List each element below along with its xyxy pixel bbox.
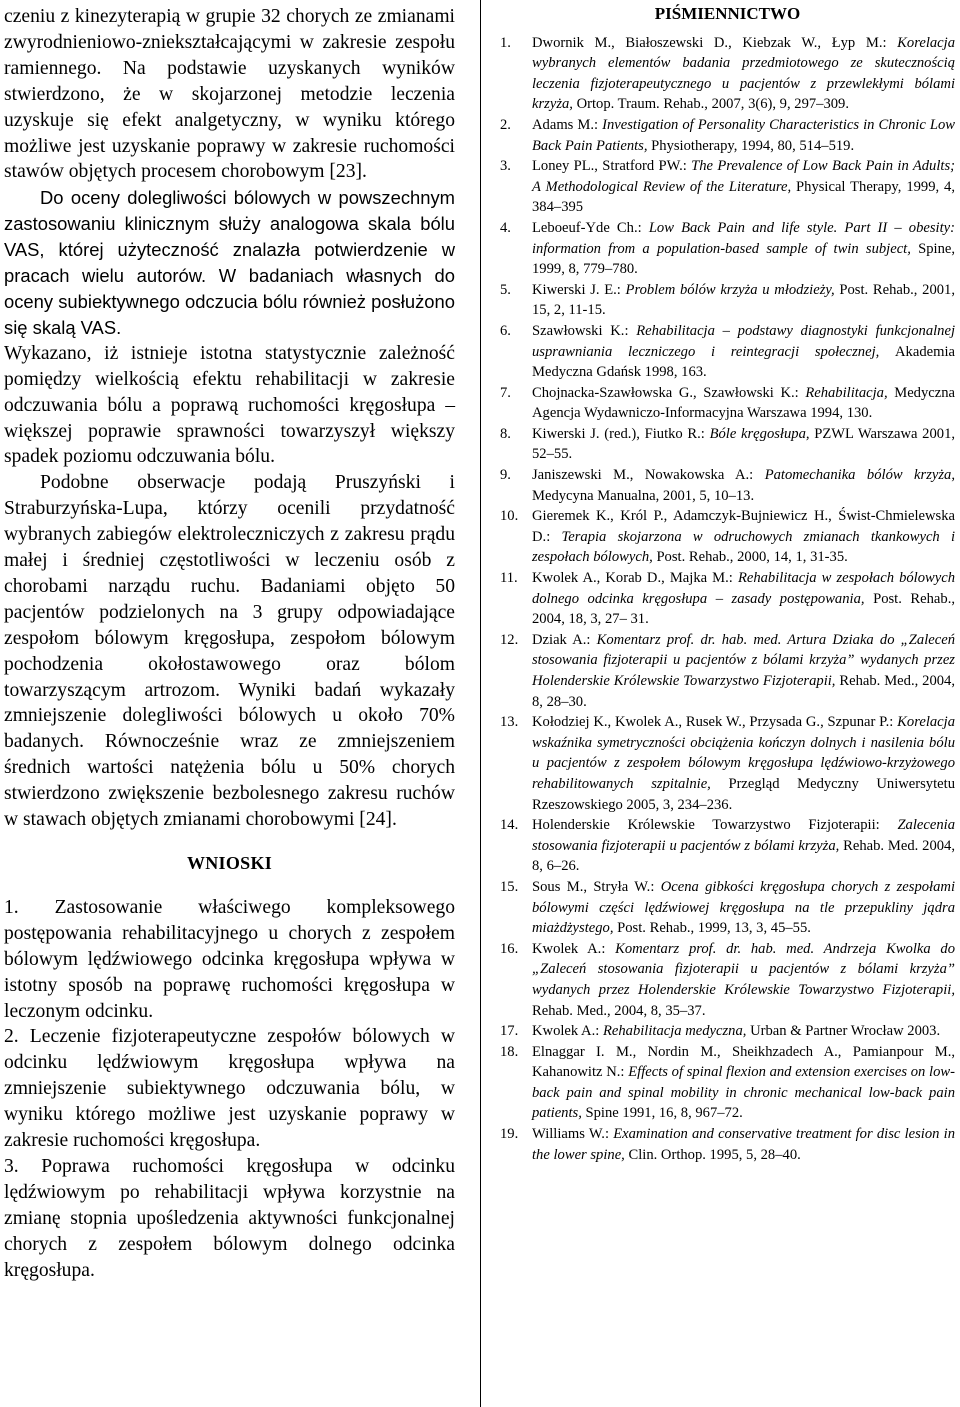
reference-title: Rehabilitacja w zespołach bólowych dolnego odcinka kręgosłupa – zasady postępowania, [532, 570, 955, 607]
reference-text [532, 156, 955, 218]
column-divider [480, 0, 481, 1407]
reference-number: 17. [500, 1023, 519, 1040]
conclusion-item: 2. Leczenie fizjoterapeutyczne zespołów bólowych w odcinku lędźwiowym kręgosłupa wpływa na zmniejszenie subiektywnego odczuwania bólu, w wyniku którego możliwe jest uzyskanie poprawy w zakresie ruchomości kręgosłupa. [4, 1026, 455, 1152]
reference-number: 11. [500, 570, 518, 587]
reference-source: Ortop. Traum. Rehab., 2007, 3(6), 9, 297–309. [576, 96, 850, 113]
reference-authors: Kiwerski J. E.: [532, 281, 626, 298]
reference-authors: Holenderskie Królewskie Towarzystwo Fizjoterapii: [532, 817, 898, 834]
reference-item [500, 383, 955, 424]
reference-text [532, 424, 955, 465]
reference-source: Akademia Medyczna Gdańsk 1998, 163. [532, 343, 955, 381]
reference-authors: Leboeuf-Yde Ch.: [532, 219, 649, 236]
reference-item [500, 465, 955, 506]
reference-number: 2. [500, 116, 511, 133]
reference-number: 10. [500, 508, 519, 525]
references-column [500, 4, 955, 1165]
reference-text [532, 1042, 955, 1124]
reference-number: 18. [500, 1043, 519, 1060]
reference-item [500, 280, 955, 321]
reference-title: Zalecenia stosowania fizjoterapii u pacjentów z bólami krzyża, [532, 817, 955, 854]
reference-text [532, 1124, 955, 1165]
reference-title: Komentarz prof. dr. hab. med. Artura Dziaka do „Zaleceń stosowania fizjoterapii u pacjentów z bólami krzyża” wydanych przez Holenderskie Królewskie Towarzystwo Fizjoterapii, [532, 631, 955, 689]
references-list [500, 33, 955, 1166]
reference-title: Problem bólów krzyża u młodzieży, [625, 281, 840, 298]
reference-text [532, 712, 955, 815]
reference-authors: Elnaggar I. M., Nordin M., Sheikhzadech A., Pamianpour M., Kahanowitz N.: [532, 1043, 955, 1081]
reference-number: 6. [500, 322, 511, 339]
reference-number: 9. [500, 467, 511, 484]
reference-title: Korelacja wybranych elementów badania przedmiotowego ze skutecznością leczenia fizjoterapeutycznego u pacjentów z przewlekłymi bólami krzyża, [532, 34, 955, 113]
reference-item [500, 321, 955, 383]
reference-number: 15. [500, 878, 519, 895]
reference-source: Rehab. Med. 2004, 8, 6–26. [532, 837, 956, 875]
reference-item [500, 424, 955, 465]
paragraph-2: Do oceny dolegliwości bólowych w powszechnym zastosowaniu klinicznym służy analogowa skala bólu VAS, której użyteczność znalazła potwierdzenie w pracach wielu autorów. W badaniach własnych do oceny subiektywnego odczucia bólu również posłużono się skalą VAS. [4, 187, 455, 338]
reference-item [500, 1021, 955, 1042]
reference-number: 1. [500, 34, 511, 51]
reference-text [532, 33, 955, 115]
reference-authors: Loney PL., Stratford PW.: [532, 158, 692, 175]
reference-title: Effects of spinal flexion and extension exercises on low-back pain and spinal mobility in chronic mechanical low-back pain patients, [532, 1064, 955, 1122]
reference-authors: Adams M.: [532, 116, 603, 133]
reference-item [500, 630, 955, 712]
reference-authors: Dwornik M., Białoszewski D., Kiebzak W., Łyp M.: [532, 34, 898, 51]
reference-source: Medycyna Manualna, 2001, 5, 10–13. [532, 487, 755, 504]
reference-number: 5. [500, 281, 511, 298]
reference-title: Examination and conservative treatment for disc lesion in the lower spine, [532, 1126, 955, 1163]
reference-authors: Kwolek A.: [532, 940, 616, 957]
reference-authors: Chojnacka-Szawłowska G., Szawłowski K.: [532, 384, 806, 401]
reference-title: Investigation of Personality Characteristics in Chronic Low Back Pain Patients, [532, 116, 955, 154]
paragraph-1: czeniu z kinezyterapią w grupie 32 chorych ze zmianami zwyrodnieniowo-zniekształcającymi w zakresie zespołu ramiennego. Na podstawie uzyskanych wyników stwierdzono, że w skojarzonej metodzie leczenia uzyskuje się efekt analgetyczny, w wyniku którego możliwe jest uzyskanie poprawy w zakresie ruchomości stawów objętych procesem chorobowym [23]. [4, 6, 455, 183]
reference-text [532, 877, 955, 939]
reference-source: Post. Rehab., 2004, 18, 3, 27– 31. [532, 590, 955, 628]
reference-source: Physiotherapy, 1994, 80, 514–519. [651, 137, 855, 154]
reference-text [532, 321, 955, 383]
reference-title: Rehabilitacja, [805, 384, 895, 401]
reference-authors: Sous M., Stryła W.: [532, 878, 661, 895]
reference-title: Terapia skojarzona w odruchowych zmianach tkankowych i zespołach bólowych, [532, 528, 955, 566]
reference-title: Rehabilitacja – podstawy diagnostyki funkcjonalnej usprawniania leczniczego i reintegracji społecznej, [532, 322, 955, 360]
reference-title: Patomechanika bólów krzyża, [764, 467, 955, 484]
reference-title: The Prevalence of Low Back Pain in Adults; A Methodological Review of the Literature, [532, 158, 955, 195]
reference-title: Komentarz prof. dr. hab. med. Andrzeja Kwolka do „Zaleceń stosowania fizjoterapii u pacjentów z bólami krzyża” wydanych przez Holenderskie Królewskie Towarzystwo Fizjoterapii, [532, 940, 955, 998]
reference-text [532, 568, 955, 630]
reference-source: Urban & Partner Wrocław 2003. [750, 1023, 941, 1040]
reference-source: PZWL Warszawa 2001, 52–55. [532, 425, 956, 463]
conclusion-item: 1. Zastosowanie właściwego kompleksowego postępowania rehabilitacyjnego u chorych z zespołem bólowym lędźwiowego odcinka kręgosłupa wpływa w istotny sposób na poprawę ruchomości kręgosłupa w leczonym odcinku. [4, 896, 455, 1022]
reference-authors: Kwolek A.: [532, 1023, 603, 1040]
reference-authors: Kiwerski J. (red.), Fiutko R.: [532, 425, 710, 442]
reference-source: Spine, 1999, 8, 779–780. [532, 240, 955, 278]
reference-item [500, 156, 955, 218]
reference-text [532, 383, 955, 424]
reference-text [532, 630, 955, 712]
reference-item [500, 939, 955, 1021]
conclusions-heading: WNIOSKI [186, 853, 273, 873]
paragraph-3: Wykazano, iż istnieje istotna statystycznie zależność pomiędzy wielkością efektu rehabilitacji w zakresie odczuwania bólu a poprawą ruchomości kręgosłupa – większej poprawie sprawności towarzyszył większy spadek poziomu odczuwania bólu. [4, 342, 455, 468]
reference-item [500, 712, 955, 815]
reference-number: 14. [500, 817, 519, 834]
reference-number: 3. [500, 158, 511, 175]
reference-number: 4. [500, 219, 511, 236]
reference-item [500, 506, 955, 568]
paragraph-4: Podobne obserwacje podają Pruszyński i Straburzyńska-Lupa, którzy ocenili przydatność wybranych zabiegów elektroleczniczych z zakresu prądu małej i średniej częstotliwości w leczeniu osób z chorobami narządu ruchu. Badaniami objęto 50 pacjentów podzielonych na 3 grupy odpowiadające zespołom bólowym kręgosłupa, zespołom bólowym pochodzenia okołostawowego oraz bólom towarzyszącym artrozom. Wyniki badań wykazały zmniejszenie dolegliwości bólowych u około 70% badanych. Równocześnie wraz ze zmniejszeniem średnich wartości natężenia bólu u 50% chorych stwierdzono zwiększenie bezbolesnego zakresu ruchów w stawach objętych zmianami chorobowymi [24]. [4, 472, 455, 831]
reference-text [532, 218, 955, 280]
reference-source: Post. Rehab., 2001, 15, 2, 11-15. [532, 281, 955, 319]
reference-item [500, 1124, 955, 1165]
reference-item [500, 568, 955, 630]
reference-text [532, 465, 955, 506]
reference-item [500, 218, 955, 280]
reference-number: 13. [500, 714, 519, 731]
reference-source: Przegląd Medyczny Uniwersytetu Rzeszowskiego 2005, 3, 234–236. [532, 775, 955, 813]
reference-authors: Gieremek K., Król P., Adamczyk-Bujniewicz H., Świst-Chmielewska D.: [532, 508, 955, 545]
reference-number: 8. [500, 425, 511, 442]
reference-title: Korelacja wskaźnika symetryczności obciążenia kończyn dolnych i nasilenia bólu u pacjentów z zespołem bólowym kręgosłupa lędźwiowo-krzyżowego rehabilitowanych szpitalnie, [532, 714, 955, 792]
reference-source: Medyczna Agencja Wydawniczo-Informacyjna Warszawa 1994, 130. [532, 384, 955, 422]
reference-authors: Williams W.: [532, 1126, 614, 1143]
references-heading: PIŚMIENNICTWO [654, 4, 801, 23]
reference-title: Low Back Pain and life style. Part II – obesity: information from a population-based sample of twin subject, [532, 219, 956, 257]
conclusion-item: 3. Poprawa ruchomości kręgosłupa w odcinku lędźwiowym po rehabilitacji wpływa korzystnie na zmianę stopnia upośledzenia aktywności funkcjonalnej chorych z zespołem bólowym dolnego odcinka kręgosłupa. [4, 1155, 455, 1281]
reference-authors: Kołodziej K., Kwolek A., Rusek W., Przysada G., Szpunar P.: [532, 714, 898, 731]
reference-title: Bóle kręgosłupa, [709, 425, 815, 442]
reference-number: 7. [500, 384, 511, 401]
reference-title: Ocena gibkości kręgosłupa chorych z zespołami bólowymi części lędźwiowej kręgosłupa na tle przepukliny jądra miażdżystego, [532, 878, 955, 937]
reference-item [500, 1042, 955, 1124]
reference-source: Rehab. Med., 2004, 8, 35–37. [532, 1002, 706, 1019]
reference-source: Physical Therapy, 1999, 4, 384–395 [532, 178, 955, 216]
reference-item [500, 815, 955, 877]
reference-text [532, 939, 955, 1021]
reference-item [500, 33, 955, 115]
left-column [4, 4, 455, 1284]
reference-source: Post. Rehab., 1999, 13, 3, 45–55. [617, 920, 811, 937]
reference-authors: Dziak A.: [532, 631, 597, 648]
reference-item [500, 115, 955, 156]
reference-source: Spine 1991, 16, 8, 967–72. [585, 1105, 743, 1122]
reference-number: 16. [500, 940, 519, 957]
reference-source: Rehab. Med., 2004, 8, 28–30. [532, 673, 955, 710]
reference-text [532, 1021, 955, 1042]
reference-source: Clin. Orthop. 1995, 5, 28–40. [628, 1146, 801, 1163]
reference-title: Rehabilitacja medyczna, [602, 1023, 751, 1040]
reference-authors: Kwolek A., Korab D., Majka M.: [532, 570, 738, 587]
conclusions-list [4, 895, 455, 1284]
reference-number: 12. [500, 631, 519, 648]
reference-text [532, 506, 955, 568]
reference-text [532, 115, 955, 156]
reference-text [532, 815, 955, 877]
reference-source: Post. Rehab., 2000, 14, 1, 31-35. [656, 549, 848, 566]
reference-number: 19. [500, 1126, 519, 1143]
reference-text [532, 280, 955, 321]
reference-authors: Szawłowski K.: [532, 322, 637, 339]
reference-item [500, 877, 955, 939]
reference-authors: Janiszewski M., Nowakowska A.: [532, 467, 765, 484]
